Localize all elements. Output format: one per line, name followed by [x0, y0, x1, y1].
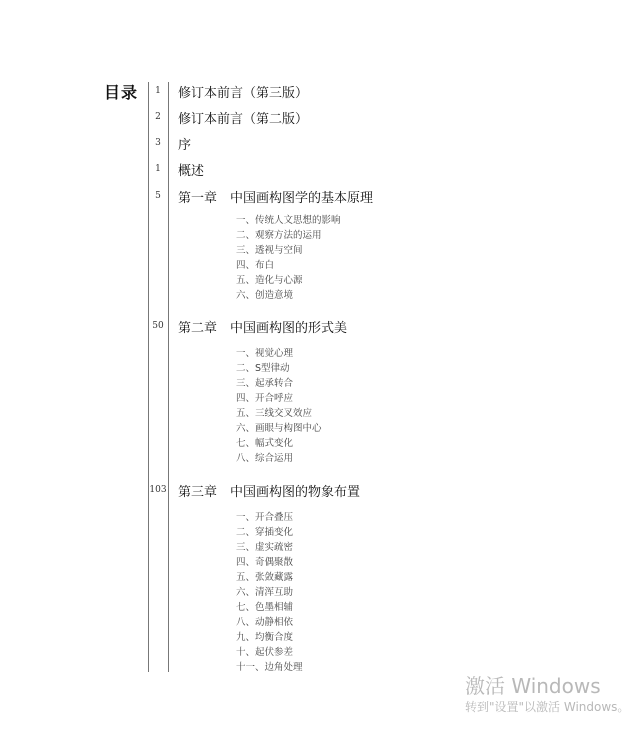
- section-item: 七、色墨相辅: [236, 602, 294, 613]
- section-item: 三、虚实疏密: [236, 542, 294, 553]
- activation-watermark-title: 激活 Windows: [465, 674, 601, 698]
- section-item: 一、传统人文思想的影响: [236, 215, 341, 226]
- chapter-heading: [178, 317, 347, 336]
- entry-page-number: 1: [155, 164, 161, 174]
- section-item: 十、起伏参差: [236, 647, 294, 658]
- toc-title: 目录: [104, 83, 139, 102]
- section-item: 三、透视与空间: [236, 245, 303, 256]
- chapter-heading: [178, 481, 360, 500]
- entry-title: 修订本前言（第二版）: [178, 112, 309, 127]
- chapter-page-number: 50: [152, 321, 164, 331]
- chapter-number: 第三章: [178, 485, 218, 500]
- section-item: 五、三线交叉效应: [236, 408, 313, 419]
- section-item: 八、动静相依: [236, 617, 294, 628]
- entry-page-number: 3: [155, 138, 161, 148]
- section-item: 四、奇偶聚散: [236, 557, 294, 568]
- section-item: 八、综合运用: [236, 453, 294, 464]
- section-item: 一、视觉心理: [236, 348, 294, 359]
- chapter-page-number: 5: [155, 191, 161, 201]
- section-item: 四、布白: [236, 260, 275, 271]
- chapter-title: 中国画构图学的基本原理: [230, 191, 374, 206]
- chapter-page-number: 103: [149, 485, 167, 495]
- chapter-title: 中国画构图的形式美: [230, 321, 348, 336]
- entry-page-number: 2: [155, 112, 161, 122]
- section-item: 十一、边角处理: [236, 662, 303, 673]
- section-item: 九、均衡合度: [236, 632, 294, 643]
- section-item: 五、张敛藏露: [236, 572, 294, 583]
- section-item: 四、开合呼应: [236, 393, 294, 404]
- section-item: 七、幅式变化: [236, 438, 294, 449]
- chapter-number: 第一章: [178, 191, 218, 206]
- toc-rule-right: [168, 82, 169, 672]
- section-item: 二、S型律动: [236, 363, 290, 374]
- section-item: 六、创造意境: [236, 290, 294, 301]
- chapter-number: 第二章: [178, 321, 218, 336]
- chapter-heading: [178, 187, 373, 206]
- section-item: 六、清浑互助: [236, 587, 294, 598]
- section-item: 六、画眼与构图中心: [236, 423, 322, 434]
- entry-page-number: 1: [155, 86, 161, 96]
- section-item: 二、穿插变化: [236, 527, 294, 538]
- entry-title: 序: [178, 138, 192, 153]
- section-item: 三、起承转合: [236, 378, 294, 389]
- section-item: 五、造化与心源: [236, 275, 303, 286]
- chapter-title: 中国画构图的物象布置: [230, 485, 361, 500]
- section-item: 一、开合叠压: [236, 512, 294, 523]
- entry-title: 概述: [178, 164, 205, 179]
- section-item: 二、观察方法的运用: [236, 230, 322, 241]
- entry-title: 修订本前言（第三版）: [178, 86, 309, 101]
- activation-watermark-subtitle: 转到"设置"以激活 Windows。: [465, 700, 629, 714]
